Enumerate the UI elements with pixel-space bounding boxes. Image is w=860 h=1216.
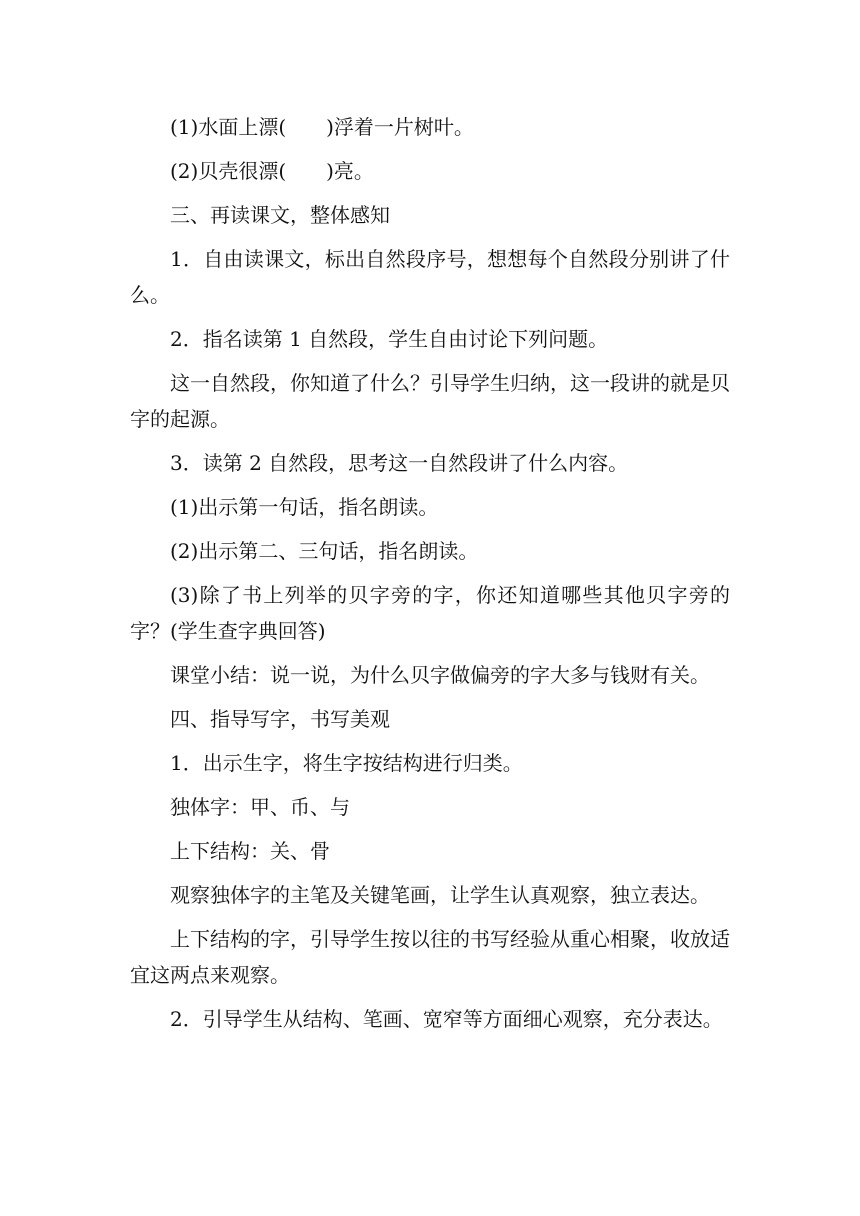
paragraph-16: 观察独体字的主笔及关键笔画，让学生认真观察，独立表达。	[170, 883, 710, 907]
paragraph-7: 3．读第 2 自然段，思考这一自然段讲了什么内容。	[170, 451, 629, 475]
paragraph-5: 2．指名读第 1 自然段，学生自由讨论下列问题。	[170, 327, 609, 351]
paragraph-18: 2．引导学生从结构、笔画、宽窄等方面细心观察，充分表达。	[170, 1007, 723, 1031]
paragraph-6: 这一自然段，你知道了什么？引导学生归纳，这一段讲的就是贝字的起源。	[130, 371, 730, 431]
paragraph-9: (2)出示第二、三句话，指名朗读。	[170, 539, 479, 563]
paragraph-4: 1．自由读课文，标出自然段序号，想想每个自然段分别讲了什么。	[130, 247, 730, 307]
paragraph-17: 上下结构的字，引导学生按以往的书写经验从重心相聚，收放适宜这两点来观察。	[130, 927, 730, 987]
paragraph-8: (1)出示第一句话，指名朗读。	[170, 495, 439, 519]
paragraph-14: 独体字：甲、币、与	[170, 795, 350, 819]
paragraph-1: (1)水面上漂( )浮着一片树叶。	[170, 115, 474, 139]
section-heading-3: 三、再读课文，整体感知	[170, 203, 390, 227]
paragraph-11: 课堂小结：说一说，为什么贝字做偏旁的字大多与钱财有关。	[170, 663, 710, 687]
section-heading-4: 四、指导写字，书写美观	[170, 707, 390, 731]
paragraph-13: 1．出示生字，将生字按结构进行归类。	[170, 751, 523, 775]
paragraph-15: 上下结构：关、骨	[170, 839, 330, 863]
paragraph-10: (3)除了书上列举的贝字旁的字，你还知道哪些其他贝字旁的字？(学生查字典回答)	[130, 583, 730, 643]
paragraph-2: (2)贝壳很漂( )亮。	[170, 159, 374, 183]
document-body	[130, 109, 730, 1037]
